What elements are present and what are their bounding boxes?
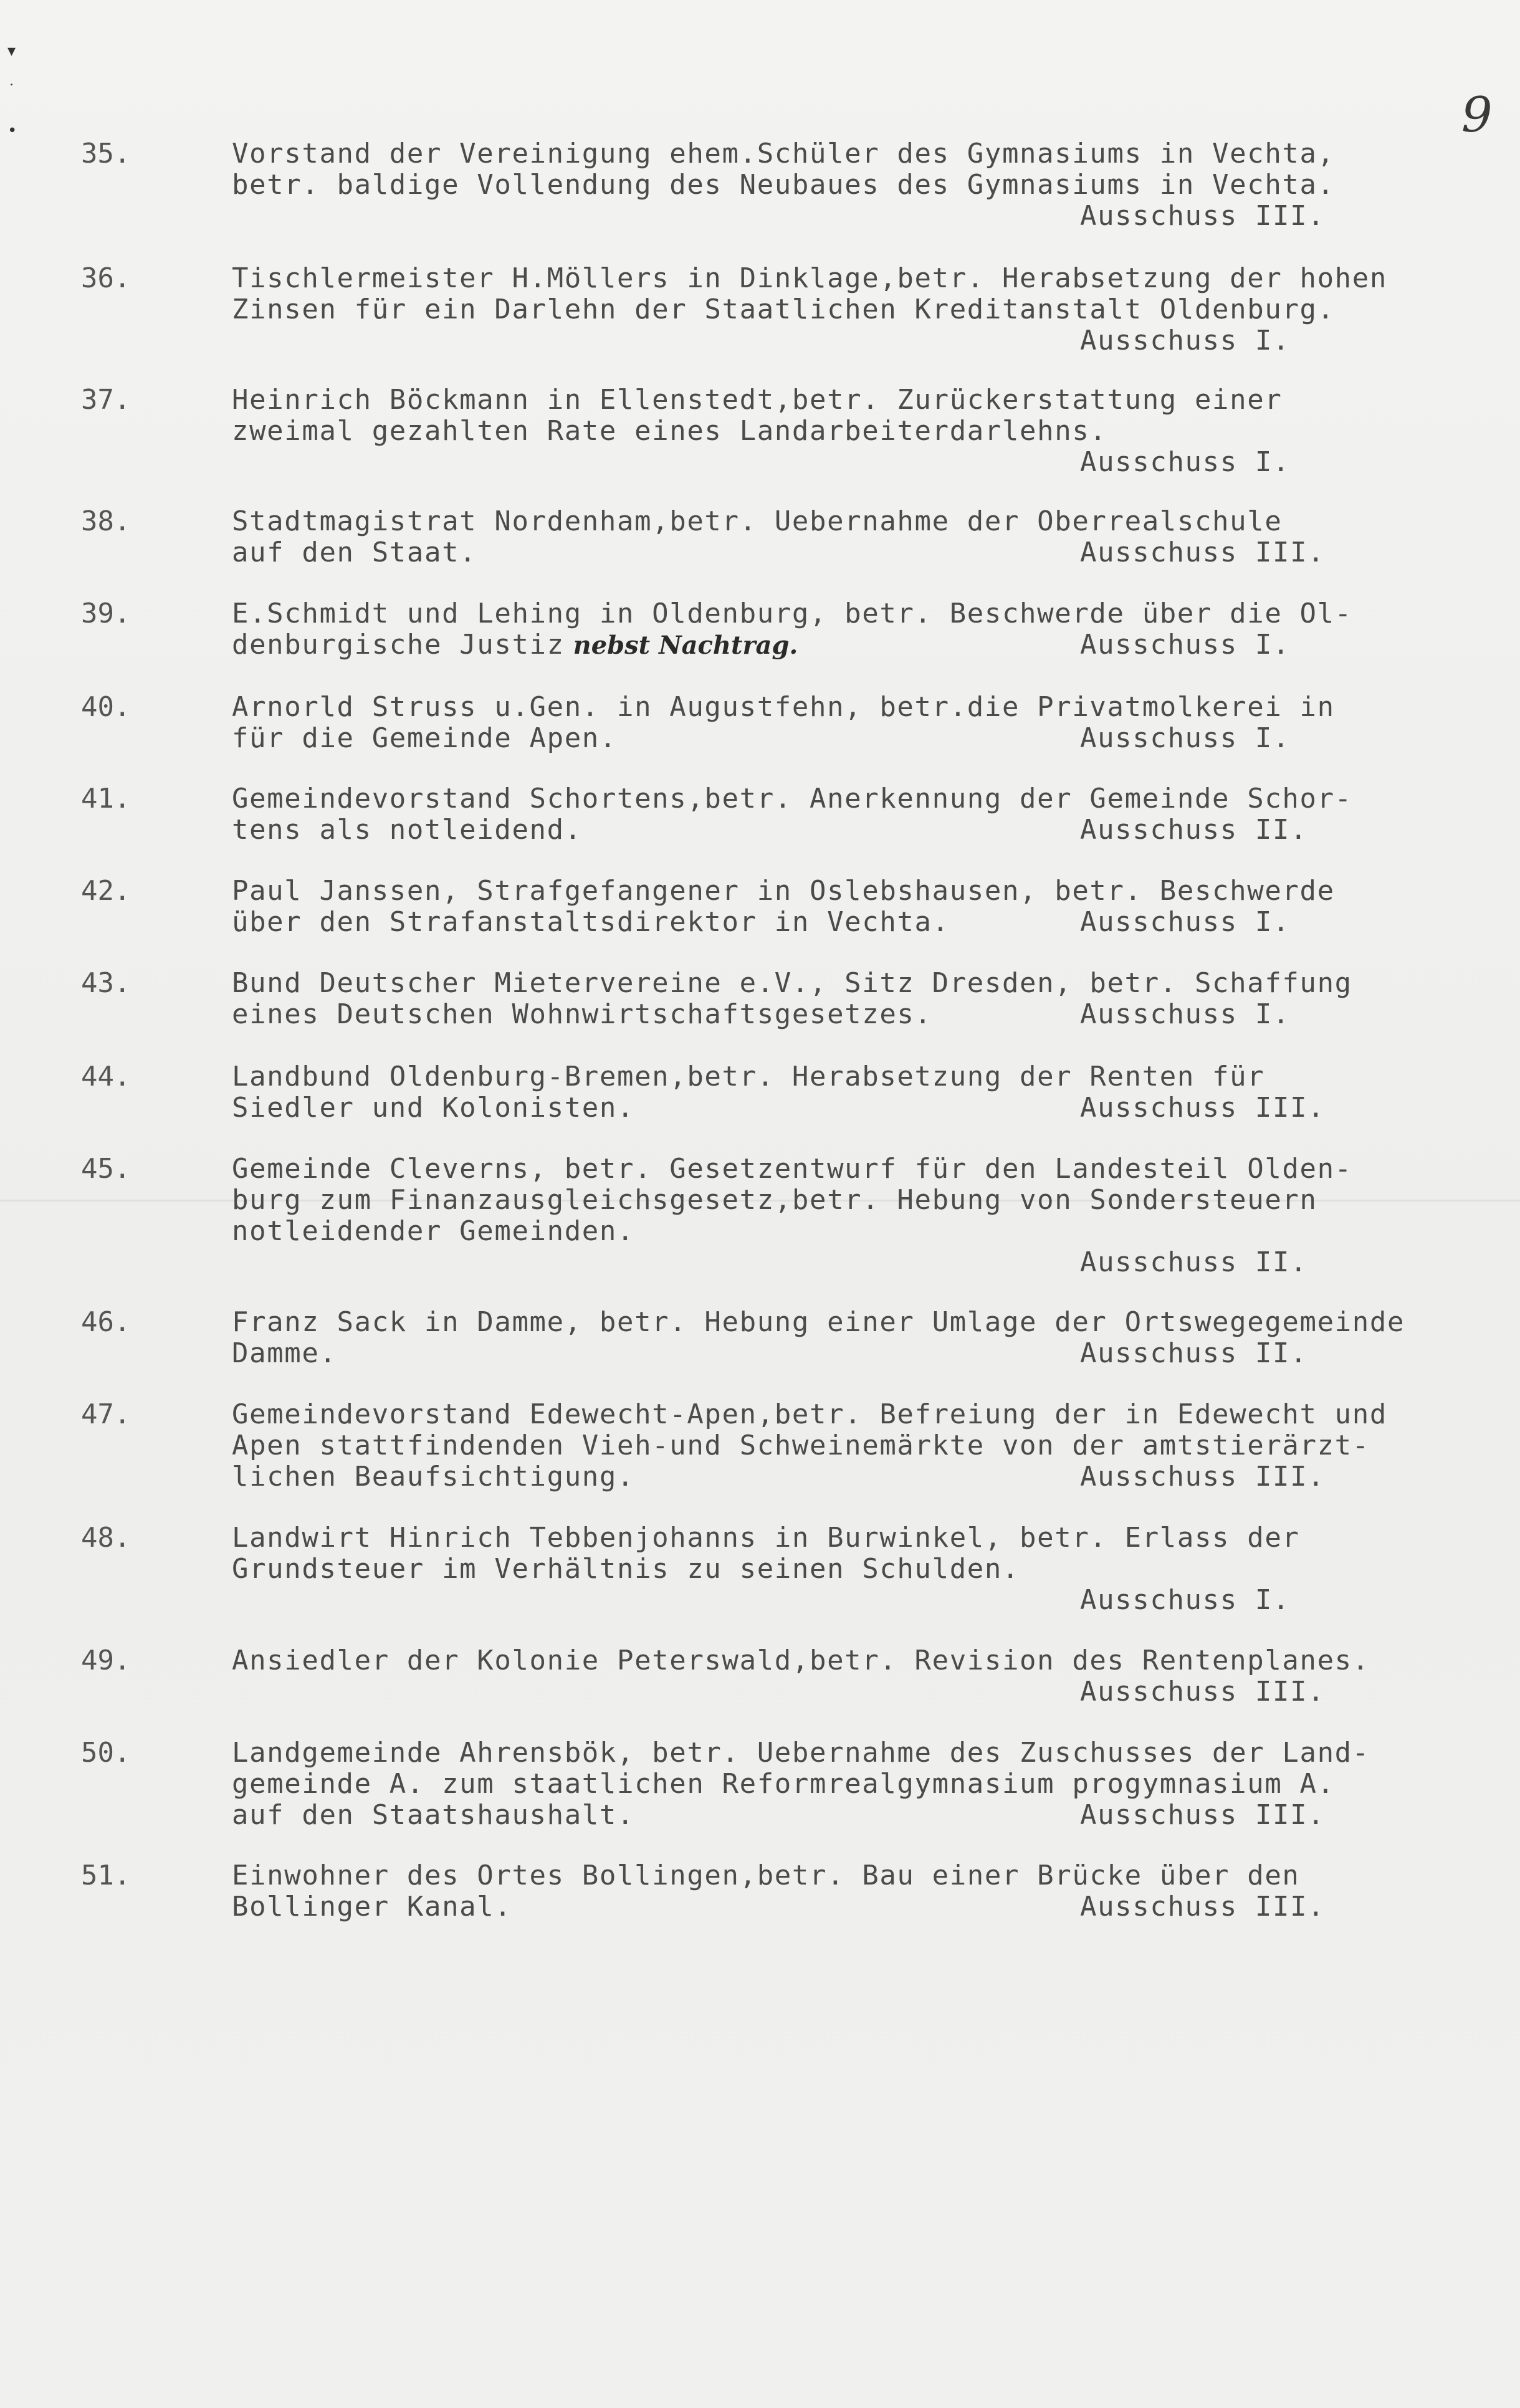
committee-label: Ausschuss I.	[1080, 906, 1291, 938]
entry-text	[232, 138, 1491, 201]
entry-line: tens als notleidend.	[232, 814, 582, 846]
committee-label: Ausschuss I.	[1080, 998, 1291, 1030]
entry-number: 42.	[81, 875, 131, 907]
entry-text	[232, 385, 1491, 447]
entry-line: gemeinde A. zum staatlichen Reformrealgymnasium progymnasium A.	[232, 1768, 1335, 1800]
committee-label: Ausschuss II.	[1080, 814, 1308, 846]
entry-line: Damme.	[232, 1337, 337, 1369]
entry-line: Bollinger Kanal.	[232, 1891, 512, 1923]
entry-line: Paul Janssen, Strafgefangener in Oslebshausen, betr. Beschwerde	[232, 875, 1335, 907]
entry-line: Tischlermeister H.Möllers in Dinklage,betr. Herabsetzung der hohen	[232, 262, 1387, 294]
entry-line: burg zum Finanzausgleichsgesetz,betr. Hebung von Sondersteuern	[232, 1184, 1317, 1216]
entry-line: Stadtmagistrat Nordenham,betr. Uebernahme der Oberrealschule	[232, 505, 1283, 537]
entry-line: eines Deutschen Wohnwirtschaftsgesetzes.	[232, 998, 932, 1030]
entry-line: lichen Beaufsichtigung.	[232, 1461, 635, 1493]
entry-line: Einwohner des Ortes Bollingen,betr. Bau einer Brücke über den	[232, 1860, 1300, 1891]
entry-line: Landgemeinde Ahrensbök, betr. Uebernahme des Zuschusses der Land-	[232, 1737, 1370, 1769]
entry-number: 47.	[81, 1398, 131, 1430]
page-number: 9	[1461, 87, 1493, 143]
entry-line: Gemeindevorstand Edewecht-Apen,betr. Befreiung der in Edewecht und	[232, 1398, 1387, 1430]
entry-number: 36.	[81, 262, 131, 294]
entry-number: 48.	[81, 1522, 131, 1554]
entry-text	[232, 692, 1491, 754]
entry-line: Zinsen für ein Darlehn der Staatlichen Kreditanstalt Oldenburg.	[232, 294, 1335, 325]
entry-line: Gemeinde Cleverns, betr. Gesetzentwurf für den Landesteil Olden-	[232, 1153, 1352, 1185]
entry-number: 50.	[81, 1737, 131, 1769]
entry-line: E.Schmidt und Lehing in Oldenburg, betr. Beschwerde über die Ol-	[232, 598, 1352, 629]
entry-number: 40.	[81, 691, 131, 723]
committee-label: Ausschuss III.	[1080, 1799, 1326, 1831]
committee-label: Ausschuss III.	[1080, 537, 1326, 568]
entry-line: notleidender Gemeinden.	[232, 1215, 635, 1247]
entry-line: Gemeindevorstand Schortens,betr. Anerkennung der Gemeinde Schor-	[232, 783, 1352, 815]
entry-line: Landwirt Hinrich Tebbenjohanns in Burwinkel, betr. Erlass der	[232, 1522, 1300, 1554]
entry-text	[232, 263, 1491, 325]
entry-line: Ansiedler der Kolonie Peterswald,betr. Revision des Rentenplanes.	[232, 1645, 1370, 1676]
entry-line: Vorstand der Vereinigung ehem.Schüler des Gymnasiums in Vechta,	[232, 138, 1335, 170]
entry-line: Siedler und Kolonisten.	[232, 1092, 635, 1124]
entry-text	[232, 968, 1491, 1030]
committee-label: Ausschuss III.	[1080, 1092, 1326, 1124]
entry-number: 37.	[81, 384, 131, 416]
entry-line: Apen stattfindenden Vieh-und Schweinemärkte von der amtstierärzt-	[232, 1430, 1370, 1461]
entry-line: zweimal gezahlten Rate eines Landarbeiterdarlehns.	[232, 415, 1107, 447]
entry-number: 43.	[81, 967, 131, 999]
committee-label: Ausschuss I.	[1080, 629, 1291, 661]
entry-number: 38.	[81, 505, 131, 537]
entry-line: Franz Sack in Damme, betr. Hebung einer Umlage der Ortswegegemeinde	[232, 1306, 1405, 1338]
entry-number: 35.	[81, 138, 131, 170]
entry-number: 46.	[81, 1306, 131, 1338]
entry-line: betr. baldige Vollendung des Neubaues des Gymnasiums in Vechta.	[232, 169, 1335, 201]
entry-line: auf den Staat.	[232, 537, 477, 568]
entry-text	[232, 1154, 1491, 1247]
entry-line: für die Gemeinde Apen.	[232, 722, 617, 754]
entry-text	[232, 1522, 1491, 1585]
entry-number: 44.	[81, 1061, 131, 1092]
entry-line: Arnorld Struss u.Gen. in Augustfehn, betr.die Privatmolkerei in	[232, 691, 1335, 723]
entry-number: 41.	[81, 783, 131, 815]
committee-label: Ausschuss II.	[1080, 1337, 1308, 1369]
entry-text	[232, 1645, 1491, 1676]
entry-text	[232, 598, 1491, 661]
entry-text	[232, 876, 1491, 938]
margin-marks: ▾ ˙ •	[7, 42, 17, 140]
committee-label: Ausschuss III.	[1080, 200, 1326, 232]
committee-label: Ausschuss I.	[1080, 722, 1291, 754]
entry-line: Heinrich Böckmann in Ellenstedt,betr. Zurückerstattung einer	[232, 384, 1283, 416]
committee-label: Ausschuss III.	[1080, 1676, 1326, 1708]
committee-label: Ausschuss III.	[1080, 1891, 1326, 1923]
entry-line: denburgische Justiz nebst Nachtrag.	[232, 629, 798, 661]
entry-number: 39.	[81, 598, 131, 629]
entry-number: 51.	[81, 1860, 131, 1891]
committee-label: Ausschuss I.	[1080, 325, 1291, 356]
entry-line: über den Strafanstaltsdirektor in Vechta.	[232, 906, 950, 938]
entry-number: 49.	[81, 1645, 131, 1676]
entry-line: auf den Staatshaushalt.	[232, 1799, 635, 1831]
committee-label: Ausschuss III.	[1080, 1461, 1326, 1493]
committee-label: Ausschuss I.	[1080, 1584, 1291, 1616]
entry-number: 45.	[81, 1153, 131, 1185]
committee-label: Ausschuss II.	[1080, 1246, 1308, 1278]
handwritten-note: nebst Nachtrag.	[564, 631, 798, 660]
committee-label: Ausschuss I.	[1080, 446, 1291, 478]
entry-line: Grundsteuer im Verhältnis zu seinen Schulden.	[232, 1553, 1020, 1585]
entry-line: Landbund Oldenburg-Bremen,betr. Herabsetzung der Renten für	[232, 1061, 1265, 1092]
entry-line: Bund Deutscher Mietervereine e.V., Sitz Dresden, betr. Schaffung	[232, 967, 1352, 999]
